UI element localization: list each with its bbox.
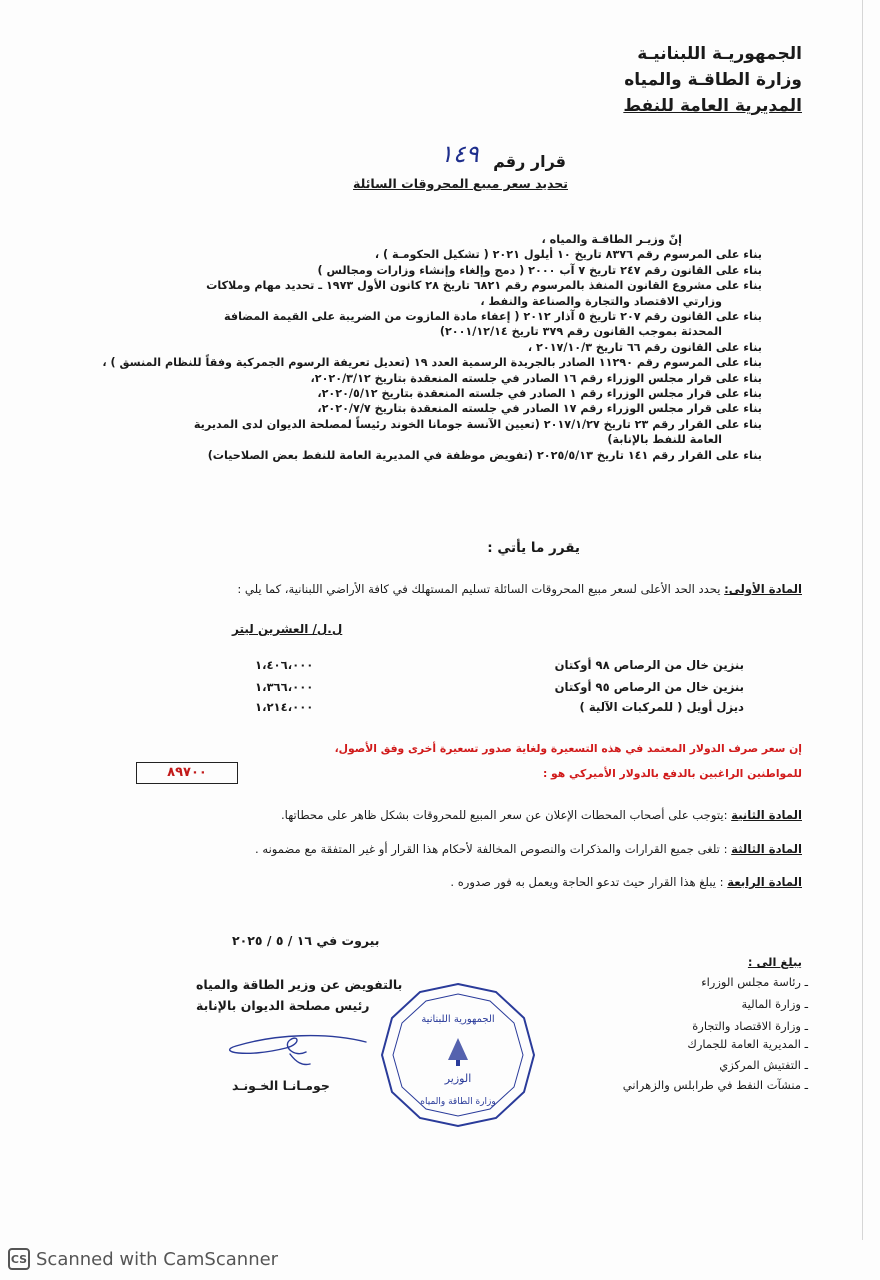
header-republic: الجمهوريـة اللبنانيـة bbox=[637, 44, 802, 64]
camscanner-icon: CS bbox=[8, 1248, 30, 1270]
stamp-center-text: الوزير bbox=[444, 1072, 472, 1085]
preamble-line: بناء على القرار رقم ١٤١ تاريخ ٢٠٢٥/٥/١٣ (تفويض موظفة في المديرية العامة للنفط بعض الصلاحيات) bbox=[207, 448, 762, 462]
delegation-line1: بالتفويض عن وزير الطاقة والمياه bbox=[196, 977, 403, 992]
preamble-line: بناء على المرسوم رقم ١١٢٩٠ الصادر بالجريدة الرسمية العدد ١٩ (تعديل تعريفة الرسوم الجمركية وفقاً للنظام المنسق ) ، bbox=[102, 356, 762, 370]
decision-title: قرار رقم bbox=[493, 152, 566, 171]
exchange-rate-box: ٨٩٧٠٠ bbox=[136, 762, 238, 784]
exchange-note-line1: إن سعر صرف الدولار المعتمد في هذه التسعيرة ولغاية صدور تسعيرة أخرى وفق الأصول، bbox=[334, 742, 802, 755]
article-2-label: المادة الثانية bbox=[731, 808, 802, 822]
article-3 bbox=[82, 842, 802, 856]
article-1 bbox=[82, 582, 802, 596]
exchange-note-line2: للمواطنين الراغبين بالدفع بالدولار الأميركي هو : bbox=[542, 767, 802, 780]
article-4 bbox=[82, 875, 802, 889]
signatory-name: جومـانـا الخـونـد bbox=[232, 1078, 330, 1093]
preamble-line: بناء على القانون رقم ٢٠٧ تاريخ ٥ آذار ٢٠١٢ ( إعفاء مادة المازوت من الضريبة على القيمة المضافة bbox=[224, 310, 762, 324]
place-date: بيروت في ١٦ / ٥ / ٢٠٢٥ bbox=[232, 933, 380, 948]
page-edge bbox=[862, 0, 863, 1240]
article-3-text: : تلغى جميع القرارات والمذكرات والنصوص المخالفة لأحكام هذا القرار أو غير المتفقة مع مضمونه . bbox=[254, 842, 732, 856]
fuel-price: ١،٢١٤،٠٠٠ bbox=[255, 700, 314, 714]
cc-label: يبلغ الى : bbox=[747, 955, 802, 969]
stamp-bottom-text: وزارة الطاقة والمياه bbox=[420, 1097, 496, 1107]
preamble-line: بناء على القانون رقم ٦٦ تاريخ ٢٠١٧/١٠/٣ ، bbox=[527, 340, 762, 354]
decision-number-handwritten: ١٤٩ bbox=[440, 140, 479, 168]
decision-subtitle: تحديد سعر مبيع المحروقات السائلة bbox=[353, 176, 568, 191]
preamble-line: بناء على قرار مجلس الوزراء رقم ١٦ الصادر في جلسته المنعقدة بتاريخ ٢٠٢٠/٣/١٢، bbox=[310, 371, 762, 385]
fuel-name: بنزين خال من الرصاص ٩٨ أوكتان bbox=[554, 658, 744, 672]
preamble-line: بناء على قرار مجلس الوزراء رقم ١ الصادر في جلسته المنعقدة بتاريخ ٢٠٢٠/٥/١٢، bbox=[317, 387, 762, 401]
cc-item: ـ المديرية العامة للجمارك bbox=[687, 1037, 808, 1051]
preamble-line: بناء على القرار رقم ٢٣ تاريخ ٢٠١٧/١/٢٧ (تعيين الآنسة جومانا الخوند رئيساً لمصلحة الديوان لدى المديرية bbox=[193, 417, 762, 431]
article-1-text: يحدد الحد الأعلى لسعر مبيع المحروقات السائلة تسليم المستهلك في كافة الأراضي اللبنانية، كما يلي : bbox=[237, 582, 725, 596]
preamble-line: إنّ وزيـر الطاقـة والمياه ، bbox=[541, 233, 682, 246]
preamble-line: بناء على المرسوم رقم ٨٣٧٦ تاريخ ١٠ أيلول ٢٠٢١ ( تشكيل الحكومـة ) ، bbox=[374, 248, 762, 262]
delegation-line2: رئيس مصلحة الديوان بالإنابة bbox=[196, 998, 370, 1013]
camscanner-text: Scanned with CamScanner bbox=[36, 1248, 279, 1270]
price-unit-header: ل.ل/ العشرين ليتر bbox=[232, 622, 343, 636]
preamble-line: العامة للنفط بالإنابة) bbox=[607, 433, 722, 447]
preamble-line: بناء على القانون رقم ٢٤٧ تاريخ ٧ آب ٢٠٠٠ ( دمج وإلغاء وإنشاء وزارات ومجالس ) bbox=[317, 263, 762, 277]
article-2 bbox=[82, 808, 802, 822]
preamble-line: بناء على مشروع القانون المنفذ بالمرسوم رقم ٦٨٢١ تاريخ ٢٨ كانون الأول ١٩٧٣ ـ تحديد مهام وملاكات bbox=[206, 279, 762, 293]
preamble-line: وزارتي الاقتصاد والتجارة والصناعة والنفط ، bbox=[480, 294, 722, 308]
decides-heading: يقرر ما يأتي : bbox=[487, 540, 580, 556]
header-directorate: المديرية العامة للنفط bbox=[623, 96, 802, 116]
article-3-label: المادة الثالثة bbox=[731, 842, 802, 856]
cc-item: ـ رئاسة مجلس الوزراء bbox=[701, 975, 808, 989]
fuel-price: ١،٤٠٦،٠٠٠ bbox=[255, 658, 314, 672]
cc-item: ـ وزارة المالية bbox=[741, 997, 808, 1011]
article-2-text: :يتوجب على أصحاب المحطات الإعلان عن سعر المبيع للمحروقات بشكل ظاهر على محطاتها. bbox=[281, 808, 732, 822]
official-stamp bbox=[378, 980, 538, 1130]
article-4-label: المادة الرابعة bbox=[727, 875, 802, 889]
fuel-price: ١،٣٦٦،٠٠٠ bbox=[255, 680, 314, 694]
stamp-top-text: الجمهورية اللبنانية bbox=[421, 1014, 495, 1025]
camscanner-watermark bbox=[8, 1248, 278, 1270]
preamble-line: المحدثة بموجب القانون رقم ٣٧٩ تاريخ ٢٠٠١/١٢/١٤) bbox=[439, 325, 722, 339]
fuel-name: بنزين خال من الرصاص ٩٥ أوكتان bbox=[554, 680, 744, 694]
cc-item: ـ وزارة الاقتصاد والتجارة bbox=[692, 1019, 808, 1033]
header-ministry: وزارة الطاقـة والمياه bbox=[624, 70, 802, 90]
article-1-label: المادة الأولى: bbox=[724, 582, 802, 596]
preamble-line: بناء على قرار مجلس الوزراء رقم ١٧ الصادر في جلسته المنعقدة بتاريخ ٢٠٢٠/٧/٧، bbox=[317, 402, 762, 416]
article-4-text: : يبلغ هذا القرار حيث تدعو الحاجة ويعمل به فور صدوره . bbox=[450, 875, 728, 889]
handwritten-signature bbox=[206, 1024, 376, 1072]
cc-item: ـ التفتيش المركزي bbox=[719, 1058, 808, 1072]
preamble bbox=[62, 232, 762, 463]
cc-item: ـ منشآت النفط في طرابلس والزهراني bbox=[622, 1078, 808, 1092]
fuel-name: ديزل أويل ( للمركبات الآلية ) bbox=[579, 700, 744, 714]
